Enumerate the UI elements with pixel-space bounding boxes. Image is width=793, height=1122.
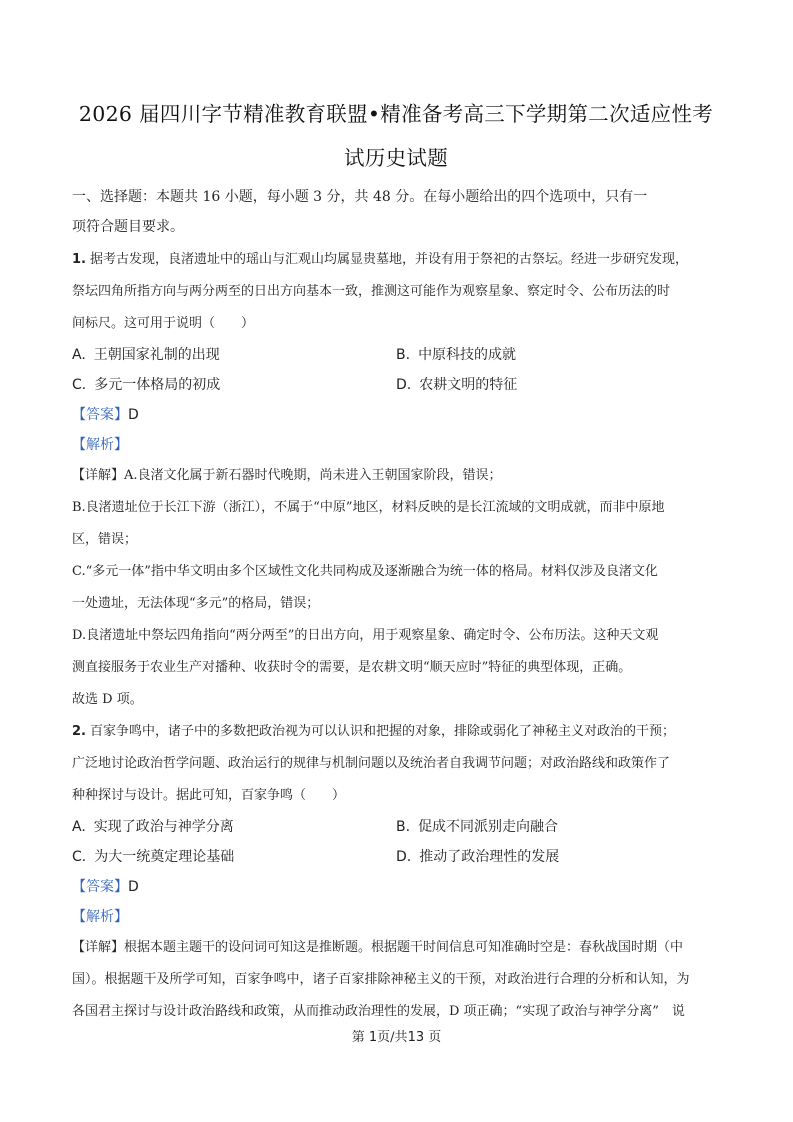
question-2-stem-line-1: 2. 百家争鸣中，诸子中的多数把政治视为可以认识和把握的对象，排除或弱化了神秘主义对政治的干预； [72,724,675,739]
question-number: 1. [72,252,86,267]
option-c: C. 为大一统奠定理论基础 [72,849,235,865]
detail-line-4b: 测直接服务于农业生产对播种、收获时令的需要，是农耕文明“顺天应时”特征的典型体现，正确。 [72,660,632,675]
question-1-stem-line-2: 祭坛四角所指方向与两分两至的日出方向基本一致，推测这可能作为观察星象、察定时令、公布历法的时 [72,284,671,299]
option-b: B. 促成不同派别走向融合 [396,819,559,835]
question-2-stem-line-3: 种种探讨与设计。据此可知，百家争鸣（ ） [72,788,346,803]
detail-line-2: 国）。根据题干及所学可知，百家争鸣中，诸子百家排除神秘主义的干预，对政治进行合理的分析和认知，为 [72,972,690,987]
title-line-1: 2026 届四川字节精准教育联盟•精准备考高三下学期第二次适应性考 [78,102,714,126]
title-line-2: 试历史试题 [344,146,448,170]
detail-line-4a: D.良渚遗址中祭坛四角指向“两分两至”的日出方向，用于观察星象、确定时令、公布历法。这种天文观 [72,628,659,643]
page-footer: 第 1页/共13 页 [351,1030,442,1045]
answer-line [72,400,720,430]
detail-line-3b: 一处遗址，无法体现“多元”的格局，错误； [72,596,320,611]
option-d: D. 农耕文明的特征 [396,377,518,393]
detail-line-2a: B.良渚遗址位于长江下游（浙江），不属于“中原”地区，材料反映的是长江流域的文明成就，而非中原地 [72,500,665,515]
question-2-stem-line-2: 广泛地讨论政治哲学问题、政治运行的规律与机制问题以及统治者自我调节问题；对政治路线和政策作了 [72,756,671,771]
question-1-stem-line-1: 1. 据考古发现，良渚遗址中的瑶山与汇观山均属显贵墓地，并设有用于祭祀的古祭坛。经进一步研究发现， [72,252,688,267]
analysis-tag: 【解析】 [72,437,128,453]
detail-line-1: 【详解】A.良渚文化属于新石器时代晚期，尚未进入王朝国家阶段，错误； [72,468,502,483]
question-2 [72,716,720,1028]
page-title [72,92,720,180]
option-a: A. 王朝国家礼制的出现 [72,347,220,363]
option-a: A. 实现了政治与神学分离 [72,819,234,835]
answer-line [72,872,720,902]
options-row-2 [72,370,720,400]
question-number: 2. [72,724,86,739]
detail-line-1: 【详解】根据本题主题干的设问词可知这是推断题。根据题干时间信息可知准确时空是：春秋战国时期（中 [72,940,684,955]
section-heading-line-1: 一、选择题：本题共 16 小题，每小题 3 分，共 48 分。在每小题给出的四个选项中，只有一 [72,189,648,205]
page-number: 1 [368,1030,378,1045]
options-row-1 [72,812,720,842]
detail-line-2b: 区，错误； [72,532,138,547]
detail-tag: 【详解】 [72,940,125,955]
option-b: B. 中原科技的成就 [396,347,517,363]
analysis-line [72,902,720,932]
answer-tag: 【答案】 [72,879,128,895]
option-c: C. 多元一体格局的初成 [72,377,221,393]
conclusion-line: 故选 D 项。 [72,692,143,707]
detail-line-3a: C.“多元一体”指中华文明由多个区域性文化共同构成及逐渐融合为统一体的格局。材料仅涉及良渚文化 [72,564,658,579]
detail-line-3: 各国君主探讨与设计政治路线和政策，从而推动政治理性的发展，D 项正确；“实现了政治与神学分离” 说 [72,1004,685,1019]
analysis-tag: 【解析】 [72,909,128,925]
options-row-1 [72,340,720,370]
answer-value: D [128,879,139,895]
section-heading-line-2: 项符合题目要求。 [72,219,184,235]
document-page [72,92,720,1028]
option-d: D. 推动了政治理性的发展 [396,849,560,865]
question-1-stem-line-3: 间标尺。这可用于说明（ ） [72,316,255,331]
question-1 [72,244,720,716]
section-heading [72,182,720,242]
options-row-2 [72,842,720,872]
total-pages: 13 [407,1030,425,1045]
detail-tag: 【详解】 [72,468,125,483]
answer-value: D [128,407,139,423]
analysis-line [72,430,720,460]
answer-tag: 【答案】 [72,407,128,423]
